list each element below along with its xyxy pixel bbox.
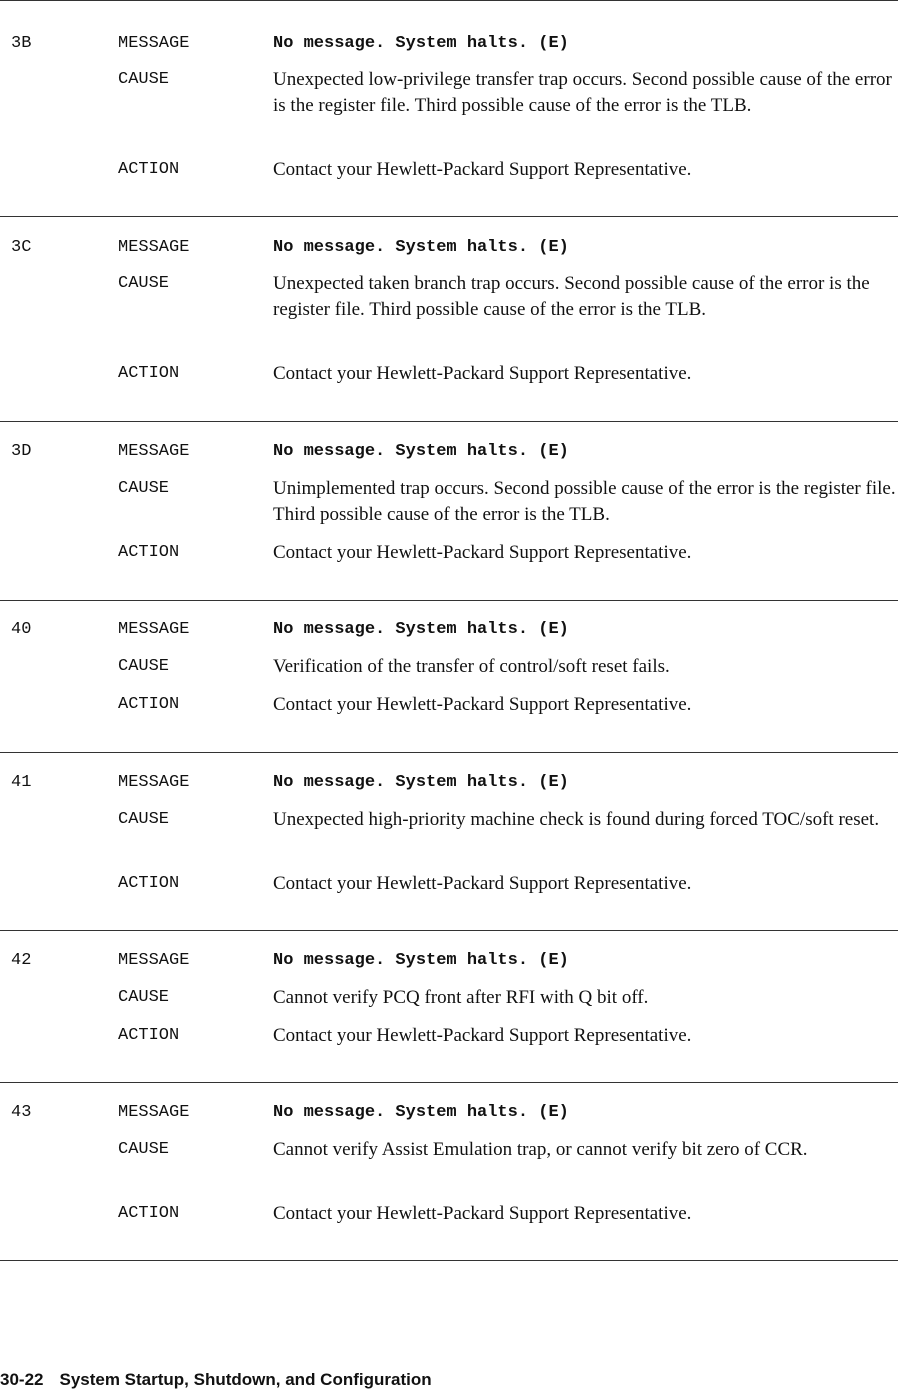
entry-divider (0, 600, 898, 601)
action-text: Contact your Hewlett-Packard Support Representative. (273, 542, 692, 563)
error-code: 3C (11, 238, 32, 257)
action-text: Contact your Hewlett-Packard Support Representative. (273, 159, 692, 180)
cause-label: CAUSE (118, 274, 170, 293)
cause-text: Unexpected low-privilege transfer trap occurs. Second possible cause of the error is the register file. Third possible cause of the error is the TLB. (273, 69, 892, 116)
error-code: 3D (11, 442, 32, 461)
cause-label: CAUSE (118, 70, 170, 89)
message-label: MESSAGE (118, 1103, 190, 1122)
action-label: ACTION (118, 160, 180, 179)
cause-text: Unexpected taken branch trap occurs. Second possible cause of the error is the register file. Third possible cause of the error is the TLB. (273, 273, 870, 320)
message-text: No message. System halts. (E) (273, 1103, 569, 1122)
action-text: Contact your Hewlett-Packard Support Representative. (273, 694, 692, 715)
entry-divider (0, 1082, 898, 1083)
action-label: ACTION (118, 1204, 180, 1223)
action-label: ACTION (118, 874, 180, 893)
action-text: Contact your Hewlett-Packard Support Representative. (273, 1025, 692, 1046)
cause-text: Cannot verify Assist Emulation trap, or cannot verify bit zero of CCR. (273, 1139, 808, 1160)
message-label: MESSAGE (118, 620, 190, 639)
action-text: Contact your Hewlett-Packard Support Representative. (273, 363, 692, 384)
cause-label: CAUSE (118, 988, 170, 1007)
action-text: Contact your Hewlett-Packard Support Representative. (273, 873, 692, 894)
message-text: No message. System halts. (E) (273, 773, 569, 792)
action-label: ACTION (118, 543, 180, 562)
error-code: 41 (11, 773, 32, 792)
entry-divider (0, 930, 898, 931)
entry-divider (0, 1260, 898, 1261)
section-title: System Startup, Shutdown, and Configuration (59, 1370, 432, 1389)
entry-divider (0, 752, 898, 753)
cause-text: Unimplemented trap occurs. Second possible cause of the error is the register file. Third possible cause of the error is the TLB. (273, 478, 896, 525)
cause-text: Cannot verify PCQ front after RFI with Q bit off. (273, 987, 649, 1008)
action-label: ACTION (118, 364, 180, 383)
message-label: MESSAGE (118, 238, 190, 257)
message-text: No message. System halts. (E) (273, 34, 569, 53)
page-number: 30-22 (0, 1370, 44, 1389)
cause-label: CAUSE (118, 810, 170, 829)
error-code: 40 (11, 620, 32, 639)
error-code: 43 (11, 1103, 32, 1122)
cause-label: CAUSE (118, 1140, 170, 1159)
action-label: ACTION (118, 695, 180, 714)
message-label: MESSAGE (118, 442, 190, 461)
action-text: Contact your Hewlett-Packard Support Representative. (273, 1203, 692, 1224)
cause-label: CAUSE (118, 657, 170, 676)
top-rule (0, 0, 898, 1)
cause-label: CAUSE (118, 479, 170, 498)
message-label: MESSAGE (118, 773, 190, 792)
message-text: No message. System halts. (E) (273, 442, 569, 461)
error-code: 3B (11, 34, 32, 53)
entry-divider (0, 216, 898, 217)
action-label: ACTION (118, 1026, 180, 1045)
cause-text: Verification of the transfer of control/soft reset fails. (273, 656, 670, 677)
message-text: No message. System halts. (E) (273, 951, 569, 970)
entry-divider (0, 421, 898, 422)
message-text: No message. System halts. (E) (273, 620, 569, 639)
message-label: MESSAGE (118, 34, 190, 53)
message-text: No message. System halts. (E) (273, 238, 569, 257)
error-code: 42 (11, 951, 32, 970)
message-label: MESSAGE (118, 951, 190, 970)
page-footer (0, 1370, 432, 1390)
cause-text: Unexpected high-priority machine check is found during forced TOC/soft reset. (273, 809, 880, 830)
